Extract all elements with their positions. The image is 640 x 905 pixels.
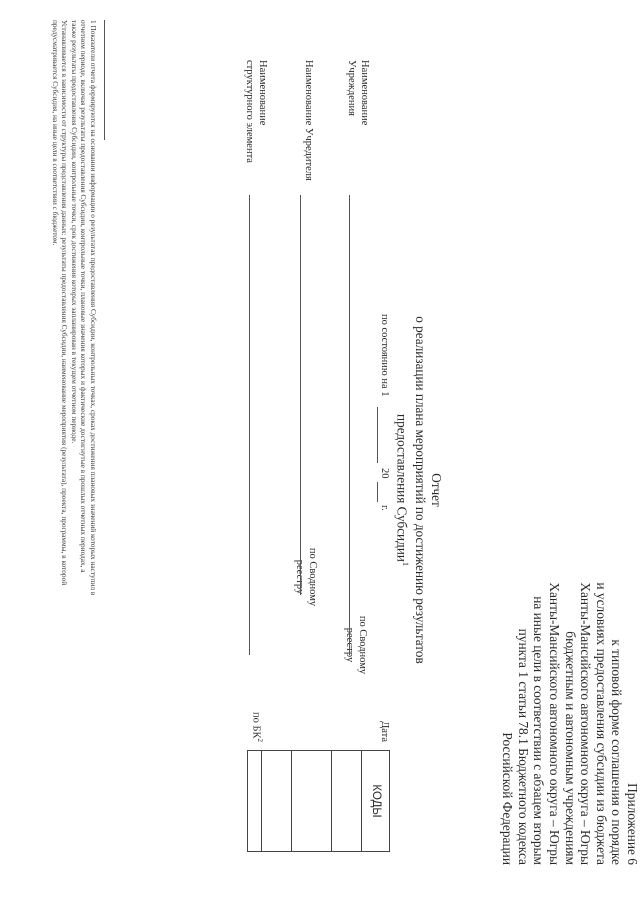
code-cell-registry-2 [261, 751, 291, 851]
institution-label: Наименование Учреждения [346, 60, 370, 126]
footnote-line: 1 Показатели отчета формируются на основании информации о результатах предоставления Субсидии, контрольных точках, сроках достижения плановых значений которых наступил в [89, 20, 98, 596]
founder-label: Наименование Учредителя [303, 60, 314, 181]
footnote-block [50, 20, 98, 875]
footnote-line: Устанавливается в зависимости от структуры представления данных: результаты предоставления Субсидии, наименование мероприятия (результата), проекта, программы, в которой [60, 20, 70, 586]
report-subtitle-2: предоставления Субсидии$^1$ [394, 414, 410, 566]
report-subtitle: о реализации плана мероприятий по достижению результатов [413, 316, 429, 664]
code-cell-registry-1 [291, 751, 331, 851]
year-label: 20 [379, 468, 390, 479]
date-code-label: Дата [379, 721, 390, 742]
registry-code-label-1: по Сводному реестру [344, 615, 368, 675]
year-line [377, 482, 378, 502]
appendix-line: к типовой форме соглашения о порядке [609, 639, 625, 865]
institution-value-line [349, 195, 350, 655]
footnote-mark: 1 [400, 561, 410, 566]
codes-table [247, 750, 390, 852]
bk-code-label: по $БК^2$ [250, 711, 264, 742]
appendix-line: пункта 1 статьи 78.1 Бюджетного кодекса [515, 628, 531, 865]
footnote-separator [104, 20, 105, 140]
appendix-line: Российской Федерации [500, 732, 516, 865]
code-cell-bk [247, 751, 261, 851]
report-title-block [394, 230, 444, 750]
appendix-line: бюджетным и автономным учреждениям [562, 631, 578, 865]
as-of-date-line [377, 407, 378, 463]
year-suffix: г. [379, 505, 390, 511]
codes-header: КОДЫ [361, 751, 389, 851]
registry-code-label-2: по Сводному реестру [294, 547, 318, 607]
founder-value-line [300, 195, 301, 595]
appendix-line: и условиях предоставления субсидии из бюджета [593, 582, 609, 865]
appendix-line: Ханты-Мансийского автономного округа – Югры [578, 582, 594, 865]
appendix-line: на иные цели в соответствии с абзацем вторым [531, 596, 547, 865]
footnote-line: предусматривается Субсидия, на иные цели в соответствии с бюджетом. [50, 20, 60, 246]
appendix-header [500, 305, 640, 865]
structural-element-value-line [249, 195, 250, 655]
appendix-line: Приложение 6 [625, 783, 640, 865]
report-title: Отчет [429, 473, 444, 507]
appendix-line: Ханты-Мансийского автономного округа – Югры [547, 582, 563, 865]
footnote-line: отчетном периоде, включая результаты предоставления Субсидии, контрольные точки, плановые значения которых и фактические достигнутые в прошлых отчетных периодах, а [79, 20, 89, 573]
as-of-label: по состоянию на 1 [379, 314, 390, 397]
footnote-line: также результаты предоставления Субсидии, контрольные точки, срок достижения которых запланирован в текущем отчетном периоде. [69, 20, 79, 444]
structural-element-label: Наименование структурного элемента [244, 60, 268, 163]
code-cell-date [331, 751, 361, 851]
